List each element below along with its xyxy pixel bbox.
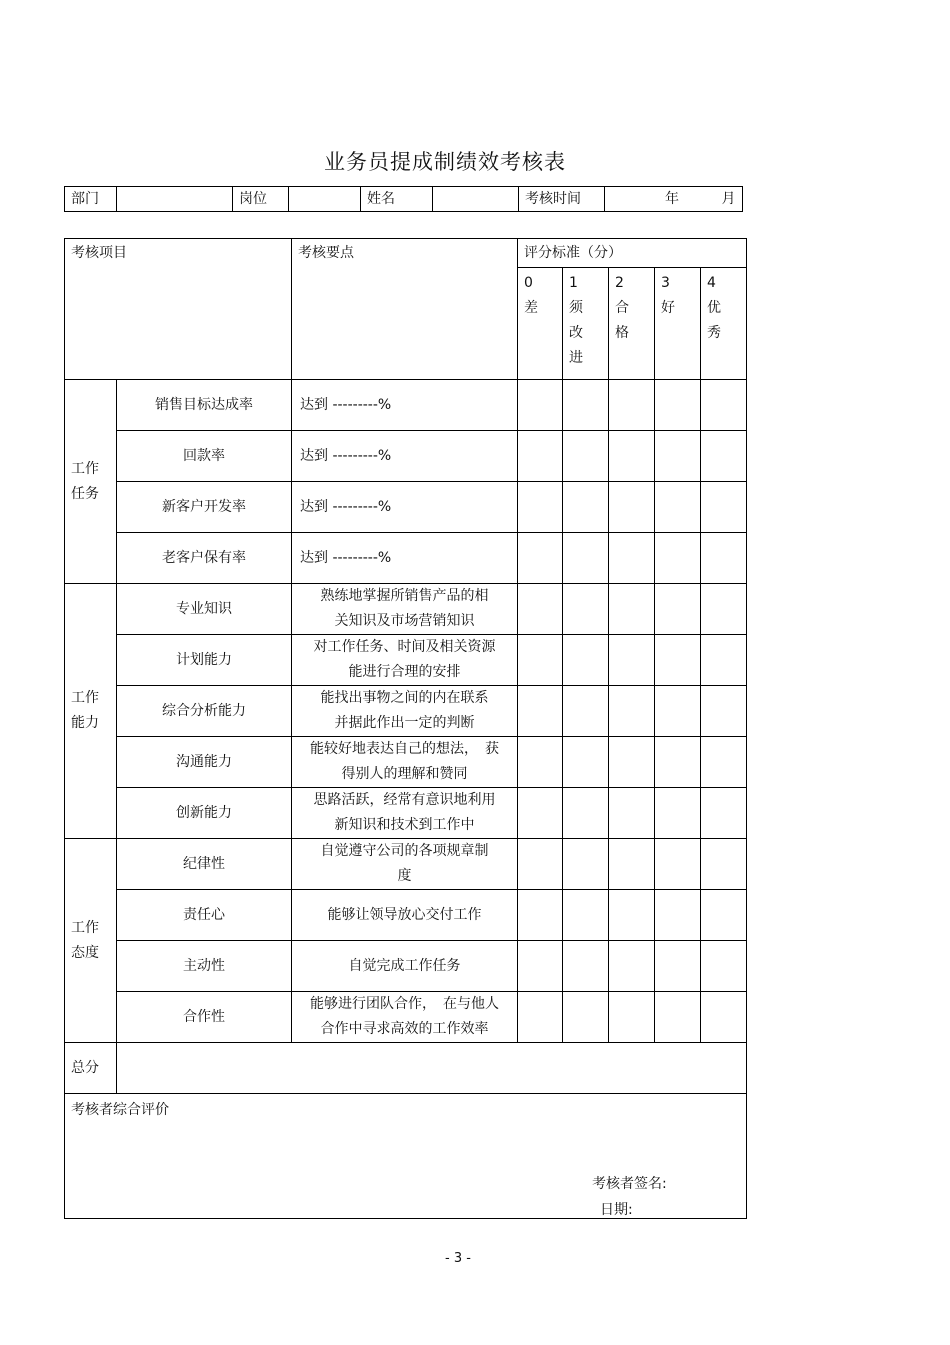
score-cell[interactable]: [518, 482, 563, 533]
item-point: [292, 737, 518, 788]
score-cell[interactable]: [563, 635, 609, 686]
item-name: 回款率: [117, 431, 292, 482]
evaluation-field[interactable]: [65, 1094, 747, 1219]
score-cell[interactable]: [655, 839, 701, 890]
score-cell[interactable]: [563, 737, 609, 788]
table-row: [65, 431, 747, 482]
score-cell[interactable]: [563, 686, 609, 737]
item-point: [292, 890, 518, 941]
item-name: 综合分析能力: [117, 686, 292, 737]
score-cell[interactable]: [518, 380, 563, 431]
item-point: [292, 839, 518, 890]
time-field[interactable]: [605, 187, 743, 212]
score-cell[interactable]: [518, 533, 563, 584]
category-label: 任务: [71, 485, 99, 502]
score-cell[interactable]: [518, 584, 563, 635]
item-point: [292, 635, 518, 686]
item-point-line: 自觉遵守公司的各项规章制: [320, 843, 489, 859]
signature-label: 考核者签名:: [592, 1176, 667, 1192]
category-label: 能力: [71, 715, 99, 731]
item-name: 纪律性: [117, 839, 292, 890]
score-cell[interactable]: [563, 380, 609, 431]
score-cell[interactable]: [609, 380, 655, 431]
item-name: 主动性: [117, 941, 292, 992]
score-cell[interactable]: [655, 788, 701, 839]
score-level-0: [518, 268, 563, 380]
item-name: 沟通能力: [117, 737, 292, 788]
assessment-table: [64, 238, 747, 1219]
year-label: 年: [665, 191, 679, 207]
total-label: 总分: [65, 1043, 117, 1094]
item-point-line: 得别人的理解和赞同: [341, 766, 468, 782]
score-cell[interactable]: [609, 737, 655, 788]
score-cell[interactable]: [609, 431, 655, 482]
item-point-line: 自觉完成工作任务: [348, 957, 461, 974]
score-cell[interactable]: [609, 584, 655, 635]
score-cell[interactable]: [701, 737, 747, 788]
page-number: - 3 -: [445, 1251, 471, 1266]
score-level-char: 改: [569, 325, 583, 341]
score-cell[interactable]: [518, 431, 563, 482]
item-point-line: 达到 ---------%: [300, 549, 392, 566]
score-cell[interactable]: [701, 380, 747, 431]
post-label: 岗位: [233, 187, 289, 212]
score-level-number: 2: [615, 275, 624, 291]
col-header-score: 评分标准（分）: [518, 239, 747, 268]
table-row: [65, 482, 747, 533]
item-point: [292, 584, 518, 635]
evaluation-row: [65, 1094, 747, 1219]
category-label: 态度: [71, 944, 99, 961]
total-row: [65, 1043, 747, 1094]
item-name: 责任心: [117, 890, 292, 941]
score-cell[interactable]: [655, 686, 701, 737]
score-level-char: 格: [615, 325, 629, 341]
score-level-3: [655, 268, 701, 380]
item-point: [292, 941, 518, 992]
table-row: [65, 941, 747, 992]
item-point-line: 能找出事物之间的内在联系: [320, 690, 489, 706]
score-cell[interactable]: [563, 992, 609, 1043]
table-row: [65, 992, 747, 1043]
table-row: [65, 890, 747, 941]
item-point-line: 达到 ---------%: [300, 447, 392, 464]
month-label: 月: [721, 191, 736, 207]
item-point-line: 能较好地表达自己的想法， 获: [310, 741, 499, 757]
item-name: 计划能力: [117, 635, 292, 686]
item-point-line: 度: [397, 868, 412, 884]
date-label: 日期:: [600, 1202, 633, 1218]
score-cell[interactable]: [518, 890, 563, 941]
score-cell[interactable]: [563, 431, 609, 482]
table-row: [65, 533, 747, 584]
item-point: [292, 788, 518, 839]
category-label: 工作: [71, 460, 99, 477]
score-level-number: 3: [661, 275, 670, 291]
col-header-item: 考核项目: [65, 239, 292, 380]
table-row: [65, 788, 747, 839]
score-cell[interactable]: [609, 686, 655, 737]
score-level-char: 合: [615, 300, 629, 316]
score-cell[interactable]: [563, 890, 609, 941]
score-level-1: [563, 268, 609, 380]
table-row: [65, 635, 747, 686]
score-cell[interactable]: [609, 788, 655, 839]
score-cell[interactable]: [609, 635, 655, 686]
item-point-line: 思路活跃，经常有意识地利用: [313, 792, 496, 808]
item-point-line: 能够让领导放心交付工作: [327, 906, 482, 923]
item-name: 专业知识: [117, 584, 292, 635]
score-level-number: 4: [707, 275, 716, 291]
score-cell[interactable]: [518, 839, 563, 890]
score-cell[interactable]: [655, 992, 701, 1043]
item-point: [292, 482, 518, 533]
table-row: [65, 584, 747, 635]
score-cell[interactable]: [655, 380, 701, 431]
score-cell[interactable]: [609, 992, 655, 1043]
name-label: 姓名: [361, 187, 433, 212]
item-name: 老客户保有率: [117, 533, 292, 584]
item-point: [292, 992, 518, 1043]
category-cell: [65, 380, 117, 584]
table-row: [65, 686, 747, 737]
score-cell[interactable]: [655, 533, 701, 584]
score-cell[interactable]: [655, 890, 701, 941]
score-cell[interactable]: [701, 941, 747, 992]
dept-field[interactable]: [117, 187, 233, 212]
score-level-char: 差: [524, 300, 538, 316]
score-cell[interactable]: [518, 941, 563, 992]
score-cell[interactable]: [518, 788, 563, 839]
item-point-line: 能进行合理的安排: [348, 664, 461, 680]
name-field[interactable]: [433, 187, 519, 212]
score-cell[interactable]: [701, 635, 747, 686]
item-name: 销售目标达成率: [117, 380, 292, 431]
item-point: [292, 431, 518, 482]
item-point-line: 能够进行团队合作， 在与他人: [310, 996, 499, 1012]
time-label: 考核时间: [519, 187, 605, 212]
item-point-line: 对工作任务、时间及相关资源: [313, 639, 496, 655]
score-cell[interactable]: [518, 737, 563, 788]
item-name: 新客户开发率: [117, 482, 292, 533]
score-level-char: 进: [569, 350, 583, 366]
table-row: [65, 380, 747, 431]
info-header-table: [64, 186, 743, 212]
score-cell[interactable]: [563, 941, 609, 992]
score-cell[interactable]: [609, 890, 655, 941]
item-point-line: 新知识和技术到工作中: [334, 817, 475, 833]
item-point: [292, 686, 518, 737]
score-cell[interactable]: [609, 533, 655, 584]
score-cell[interactable]: [701, 431, 747, 482]
score-cell[interactable]: [701, 839, 747, 890]
score-cell[interactable]: [655, 737, 701, 788]
score-cell[interactable]: [655, 635, 701, 686]
item-point-line: 达到 ---------%: [300, 396, 392, 413]
score-cell[interactable]: [701, 482, 747, 533]
category-label: 工作: [71, 919, 99, 936]
score-level-char: 好: [661, 300, 675, 316]
score-level-number: 1: [569, 275, 578, 291]
score-cell[interactable]: [563, 839, 609, 890]
category-cell: [65, 839, 117, 1043]
item-point-line: 合作中寻求高效的工作效率: [320, 1021, 489, 1037]
item-point-line: 达到 ---------%: [300, 498, 392, 515]
score-cell[interactable]: [701, 788, 747, 839]
score-cell[interactable]: [609, 941, 655, 992]
score-cell[interactable]: [701, 890, 747, 941]
score-cell[interactable]: [563, 788, 609, 839]
score-cell[interactable]: [518, 686, 563, 737]
post-field[interactable]: [289, 187, 361, 212]
score-cell[interactable]: [563, 482, 609, 533]
total-value-field[interactable]: [117, 1043, 747, 1094]
score-level-4: [701, 268, 747, 380]
score-cell[interactable]: [518, 992, 563, 1043]
item-point: [292, 533, 518, 584]
item-point: [292, 380, 518, 431]
score-level-char: 优: [707, 300, 721, 316]
item-point-line: 并据此作出一定的判断: [334, 715, 475, 731]
score-level-2: [609, 268, 655, 380]
score-level-char: 须: [569, 300, 583, 316]
score-level-char: 秀: [707, 325, 721, 341]
item-point-line: 关知识及市场营销知识: [334, 613, 475, 629]
category-cell: [65, 584, 117, 839]
evaluation-label: 考核者综合评价: [71, 1102, 169, 1118]
item-point-line: 熟练地掌握所销售产品的相: [320, 588, 489, 604]
score-cell[interactable]: [701, 584, 747, 635]
score-cell[interactable]: [518, 635, 563, 686]
score-cell[interactable]: [655, 941, 701, 992]
item-name: 创新能力: [117, 788, 292, 839]
score-cell[interactable]: [655, 431, 701, 482]
item-name: 合作性: [117, 992, 292, 1043]
page-title: 业务员提成制绩效考核表: [324, 150, 566, 174]
dept-label: 部门: [65, 187, 117, 212]
score-level-number: 0: [524, 275, 533, 291]
table-row: [65, 839, 747, 890]
score-cell[interactable]: [563, 584, 609, 635]
score-cell[interactable]: [701, 533, 747, 584]
col-header-point: 考核要点: [292, 239, 518, 380]
score-cell[interactable]: [655, 482, 701, 533]
table-row: [65, 737, 747, 788]
score-cell[interactable]: [563, 533, 609, 584]
score-cell[interactable]: [655, 584, 701, 635]
score-cell[interactable]: [609, 482, 655, 533]
score-cell[interactable]: [609, 839, 655, 890]
score-cell[interactable]: [701, 992, 747, 1043]
score-cell[interactable]: [701, 686, 747, 737]
category-label: 工作: [71, 690, 99, 706]
